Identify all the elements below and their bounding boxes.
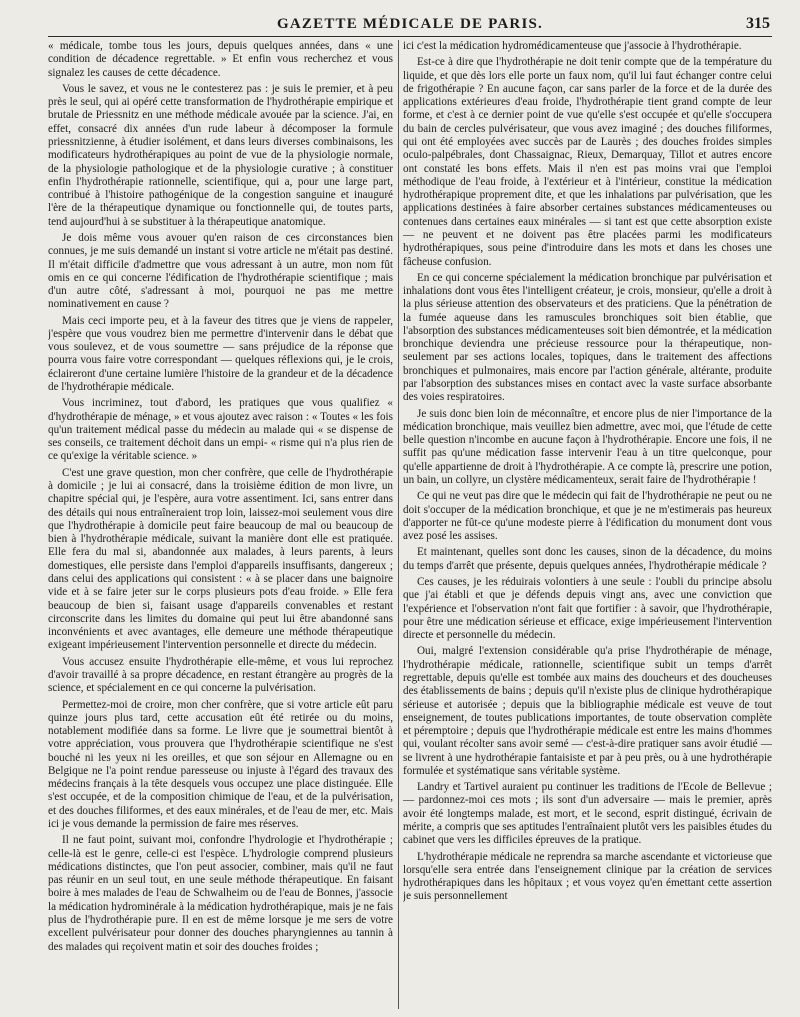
paragraph: Landry et Tartivel auraient pu continuer les traditions de l'Ecole de Bellevue ; — pardonnez-moi ces mots ; ils sont d'un adversaire — mais le premier, après avoir été longtemps malade, est mort, et le second, esprit distingué, écrivain de mérite, a compris que ses aptitudes l'entraînaient plutôt vers les paisibles études du cabinet que vers les difficiles épreuves de la pratique.	[403, 781, 772, 847]
paragraph: Est-ce à dire que l'hydrothérapie ne doit tenir compte que de la température du liquide, et que dès lors elle porte un faux nom, qu'il lui faut échanger contre celui de frigothérapie ? En aucune façon, car sans parler de la force et de la durée des applications extérieures d'eau froide, l'hydrothérapie tient grand compte de leur forme, et c'est à ce dernier point de vue qu'elle s'est occupée et qu'elle s'occupera du bain de cercles pulvérisateur, que vous avez imaginé ; des douches filiformes, qui ont été employées avec succès par de Laurès ; des douches froides simples oculo-palpébrales, dont Chassaignac, Rieux, Demarquay, Tillot et autres encore ont constaté les bons effets. Mais il n'en est pas moins vrai que l'emploi méthodique de l'eau froide, à l'extérieur et à l'intérieur, constitue la médication hydrothérapique proprement dite, et que les inhalations par pulvérisation, que les applications destinées à faire absorber certaines substances médicamenteuses ou contenues dans certaines eaux minérales — si tant est que cette absorption existe — ne peuvent et ne doivent pas être placées parmi les modificateurs hydrothérapiques, sous peine d'introduire dans les mots et dans les choses une fâcheuse confusion.	[403, 56, 772, 268]
paragraph: ici c'est la médication hydromédicamenteuse que j'associe à l'hydrothérapie.	[403, 40, 742, 52]
paragraph: Je suis donc bien loin de méconnaître, et encore plus de nier l'importance de la médication bronchique, mais veuillez bien admettre, avec moi, que l'étude de cette belle question n'incombe en aucune façon à l'hydrothérapie. Encore une fois, il ne suffit pas qu'une médication fasse intervenir l'eau à un titre quelconque, pour qu'elle appartienne de droit à l'hydrothérapie. A ce compte là, prescrire une potion, un bain, un collyre, un clystère médicamenteux, serait faire de l'hydrothérapie !	[403, 407, 772, 486]
paragraph: L'hydrothérapie médicale ne reprendra sa marche ascendante et victorieuse que lorsqu'elle sera entrée dans l'enseignement clinique par la création de services hydrothérapiques dans les hôpitaux ; et vous voyez qu'en émettant cette assertion je suis personnellement	[403, 850, 772, 903]
paragraph: Il ne faut point, suivant moi, confondre l'hydrologie et l'hydrothérapie ; celle-là est le genre, celle-ci est l'espèce. L'hydrologie comprend plusieurs médications distinctes, que l'on peut associer, combiner, mais qu'il ne faut pas réunir en un seul tout, en une seule méthode thérapeutique. En faisant boire à mes malades de l'eau de Schwalheim ou de l'eau de Bonnes, j'associe la médication hydrominérale à la médication hydrothérapique, mais je ne fais plus de l'hydrothérapie pure. Il en est de même lorsque je me sers de votre excellent pulvérisateur pour donner des douches pharyngiennes au tannin à des malades qui reçoivent matin et soir des douches froides ;	[48, 834, 393, 953]
page-number: 315	[746, 15, 770, 32]
paragraph: Je dois même vous avouer qu'en raison de ces circonstances bien connues, je me suis demandé un instant si votre article ne m'était pas destiné. Il m'était difficile d'admettre que vous adressant à un autre, mon nom fût omis en ce qui concerne l'édification de l'hydrothérapie scientifique ; mais d'un autre côté, s'adressant à moi, pourquoi ne pas me mettre nominativement en cause ?	[48, 231, 393, 311]
paragraph: Mais ceci importe peu, et à la faveur des titres que je viens de rappeler, j'espère que vous voudrez bien me permettre d'intervenir dans le débat que vous soulevez, et de vous soumettre — sans préjudice de la réponse que pourra vous faire votre correspondant — quelques réflexions qui, je le crois, éclaireront d'une certaine lumière l'histoire de la grandeur et de la décadence de l'hydrothérapie médicale.	[48, 314, 393, 394]
page-header	[48, 14, 772, 37]
paragraph: Et maintenant, quelles sont donc les causes, sinon de la décadence, du moins du temps d'arrêt que présente, depuis quelques années, l'hydrothérapie médicale ?	[403, 546, 772, 572]
paragraph: C'est une grave question, mon cher confrère, que celle de l'hydrothérapie à domicile ; je lui ai consacré, dans la troisième édition de mon livre, un chapitre spécial qui, je l'espère, aura votre assentiment. Ici, sans entrer dans des détails qui nous entraîneraient trop loin, laissez-moi seulement vous dire que l'hydrothérapie à domicile peut faire beaucoup de mal ou beaucoup de bien à l'hydrothérapie médicale, suivant la manière dont elle est pratiquée. Elle fera du mal si, abandonnée aux malades, à leurs parents, à leurs domestiques, elle persiste dans l'emploi d'appareils insuffisants, dangereux ; dans celui des applications qui consistent : « à se placer dans une baignoire vide et à se faire jeter sur le corps plusieurs pots d'eau froide. » Elle fera beaucoup de bien si, faisant usage d'appareils convenables et restant circonscrite dans les limites du domaine qui peut lui être abandonné sans inconvénients et avec avantages, elle demeure une méthode thérapeutique exigeant impérieusement l'intervention personnelle et directe du médecin.	[48, 466, 393, 652]
paragraph: Ce qui ne veut pas dire que le médecin qui fait de l'hydrothérapie ne peut ou ne doit s'occuper de la médication bronchique, et que je ne m'estimerais pas heureux d'apporter ne fût-ce qu'une modeste pierre à l'édification du monument dont vous avez posé les assises.	[403, 490, 772, 543]
paragraph: Ces causes, je les réduirais volontiers à une seule : l'oubli du principe absolu que j'ai établi et que je défends depuis vingt ans, avec une conviction que l'expérience et l'observation n'ont fait que fortifier : à savoir, que l'hydrothérapie, pour être une médication sérieuse et efficace, exige impérieusement l'intervention directe et personnelle du médecin.	[403, 575, 772, 642]
paragraph: Oui, malgré l'extension considérable qu'a prise l'hydrothérapie de ménage, l'hydrothérapie médicale, rationnelle, scientifique subit un temps d'arrêt regrettable, depuis qu'elle est tombée aux mains des doucheurs et des doucheuses des établissements de bains ; depuis qu'il n'existe plus de clinique hydrothérapique sérieuse et autorisée ; depuis que la bibliographie médicale est veuve de tout enseignement, de toutes publications importantes, de toute observation complète et péremptoire ; depuis que l'hydrothérapie médicale est entre les mains d'hommes qui, voulant récolter sans avoir semé — c'est-à-dire pratiquer sans avoir étudié — se livrent à une hydrothérapie fantaisiste et par à peu près, ou à une hydrothérapie formulée et systématique sans véritable système.	[403, 645, 772, 777]
paragraph: Vous incriminez, tout d'abord, les pratiques que vous qualifiez « d'hydrothérapie de ménage, » et vous ajoutez avec raison : « Toutes « les fois qu'un traitement médical passe du médecin au malade qui « se dispense de ses conseils, ce traitement déchoit dans un empi- « risme qui n'a plus rien de ce qu'exige la véritable science. »	[48, 397, 393, 463]
right-column	[403, 40, 772, 1009]
paragraph: Vous le savez, et vous ne le contesterez pas : je suis le premier, et à peu près le seul, qui ai opéré cette transformation de l'hydrothérapie empirique et brutale de Priessnitz en une méthode médicale avouée par la science. J'ai, en effet, consacré dix années d'un rude labeur à décomposer la formule priessnitzienne, à étudier isolément, et dans leurs diverses combinaisons, les modificateurs hydrothérapiques au point de vue de la physiologie normale, de la physiologie pathologique et de la physiologie curative ; à constituer enfin l'hydrothérapie rationnelle, scientifique, qui a, pour une large part, contribué à l'histoire pathogénique de la congestion sanguine et inauguré l'ère de la thérapeutique dynamique ou fonctionnelle qui, de toutes parts, tend aujourd'hui à se substituer à la thérapeutique anatomique.	[48, 82, 393, 228]
paragraph: En ce qui concerne spécialement la médication bronchique par pulvérisation et inhalations dont vous êtes l'intelligent créateur, je crois, monsieur, qu'elle a droit à la plus sérieuse attention des observateurs et des praticiens. Que la pénétration de la fumée aqueuse dans les ramuscules bronchiques soit bien établie, que l'absorption des substances médicamenteuses soit bien démontrée, et la médication bronchique deviendra une précieuse ressource pour la thérapeutique, non-seulement par ses actions locales, topiques, dans le traitement des affections bronchiques et pulmonaires, mais encore par l'action générale, altérante, produite par l'absorption des substances mises en contact avec la vaste surface absorbante des voies respiratoires.	[403, 271, 772, 404]
article-columns	[48, 40, 772, 1009]
journal-title: GAZETTE MÉDICALE DE PARIS.	[277, 16, 543, 32]
paragraph: « médicale, tombe tous les jours, depuis quelques années, dans « une condition de décadence regrettable. » Et enfin vous recherchez et vous signalez les causes de cette décadence.	[48, 40, 393, 79]
left-column	[48, 40, 393, 1009]
paragraph: Permettez-moi de croire, mon cher confrère, que si votre article eût paru quinze jours plus tard, cette accusation eût été retirée ou du moins, notablement modifiée dans sa forme. Le livre que je soumettrai bientôt à votre appréciation, vous prouvera que l'hydrothérapie scientifique ne s'est bouché ni les yeux ni les oreilles, et que son séjour en Allemagne ou en Belgique ne l'a point rendue paresseuse ou injuste à l'égard des travaux des médecins français à la tête desquels vous occupez une place distinguée. Elle s'est occupée, et de la composition chimique de l'eau, et de la pulvérisation, et des douches filiformes, et des eaux minérales, et de l'eau de mer, etc. Mais ici je vous demande la permission de faire mes réserves.	[48, 698, 393, 831]
column-divider	[398, 40, 399, 1009]
paragraph: Vous accusez ensuite l'hydrothérapie elle-même, et vous lui reprochez d'avoir travaillé à sa propre décadence, en restant étrangère au progrès de la science, et spécialement en ce qui concerne la pulvérisation.	[48, 655, 393, 695]
